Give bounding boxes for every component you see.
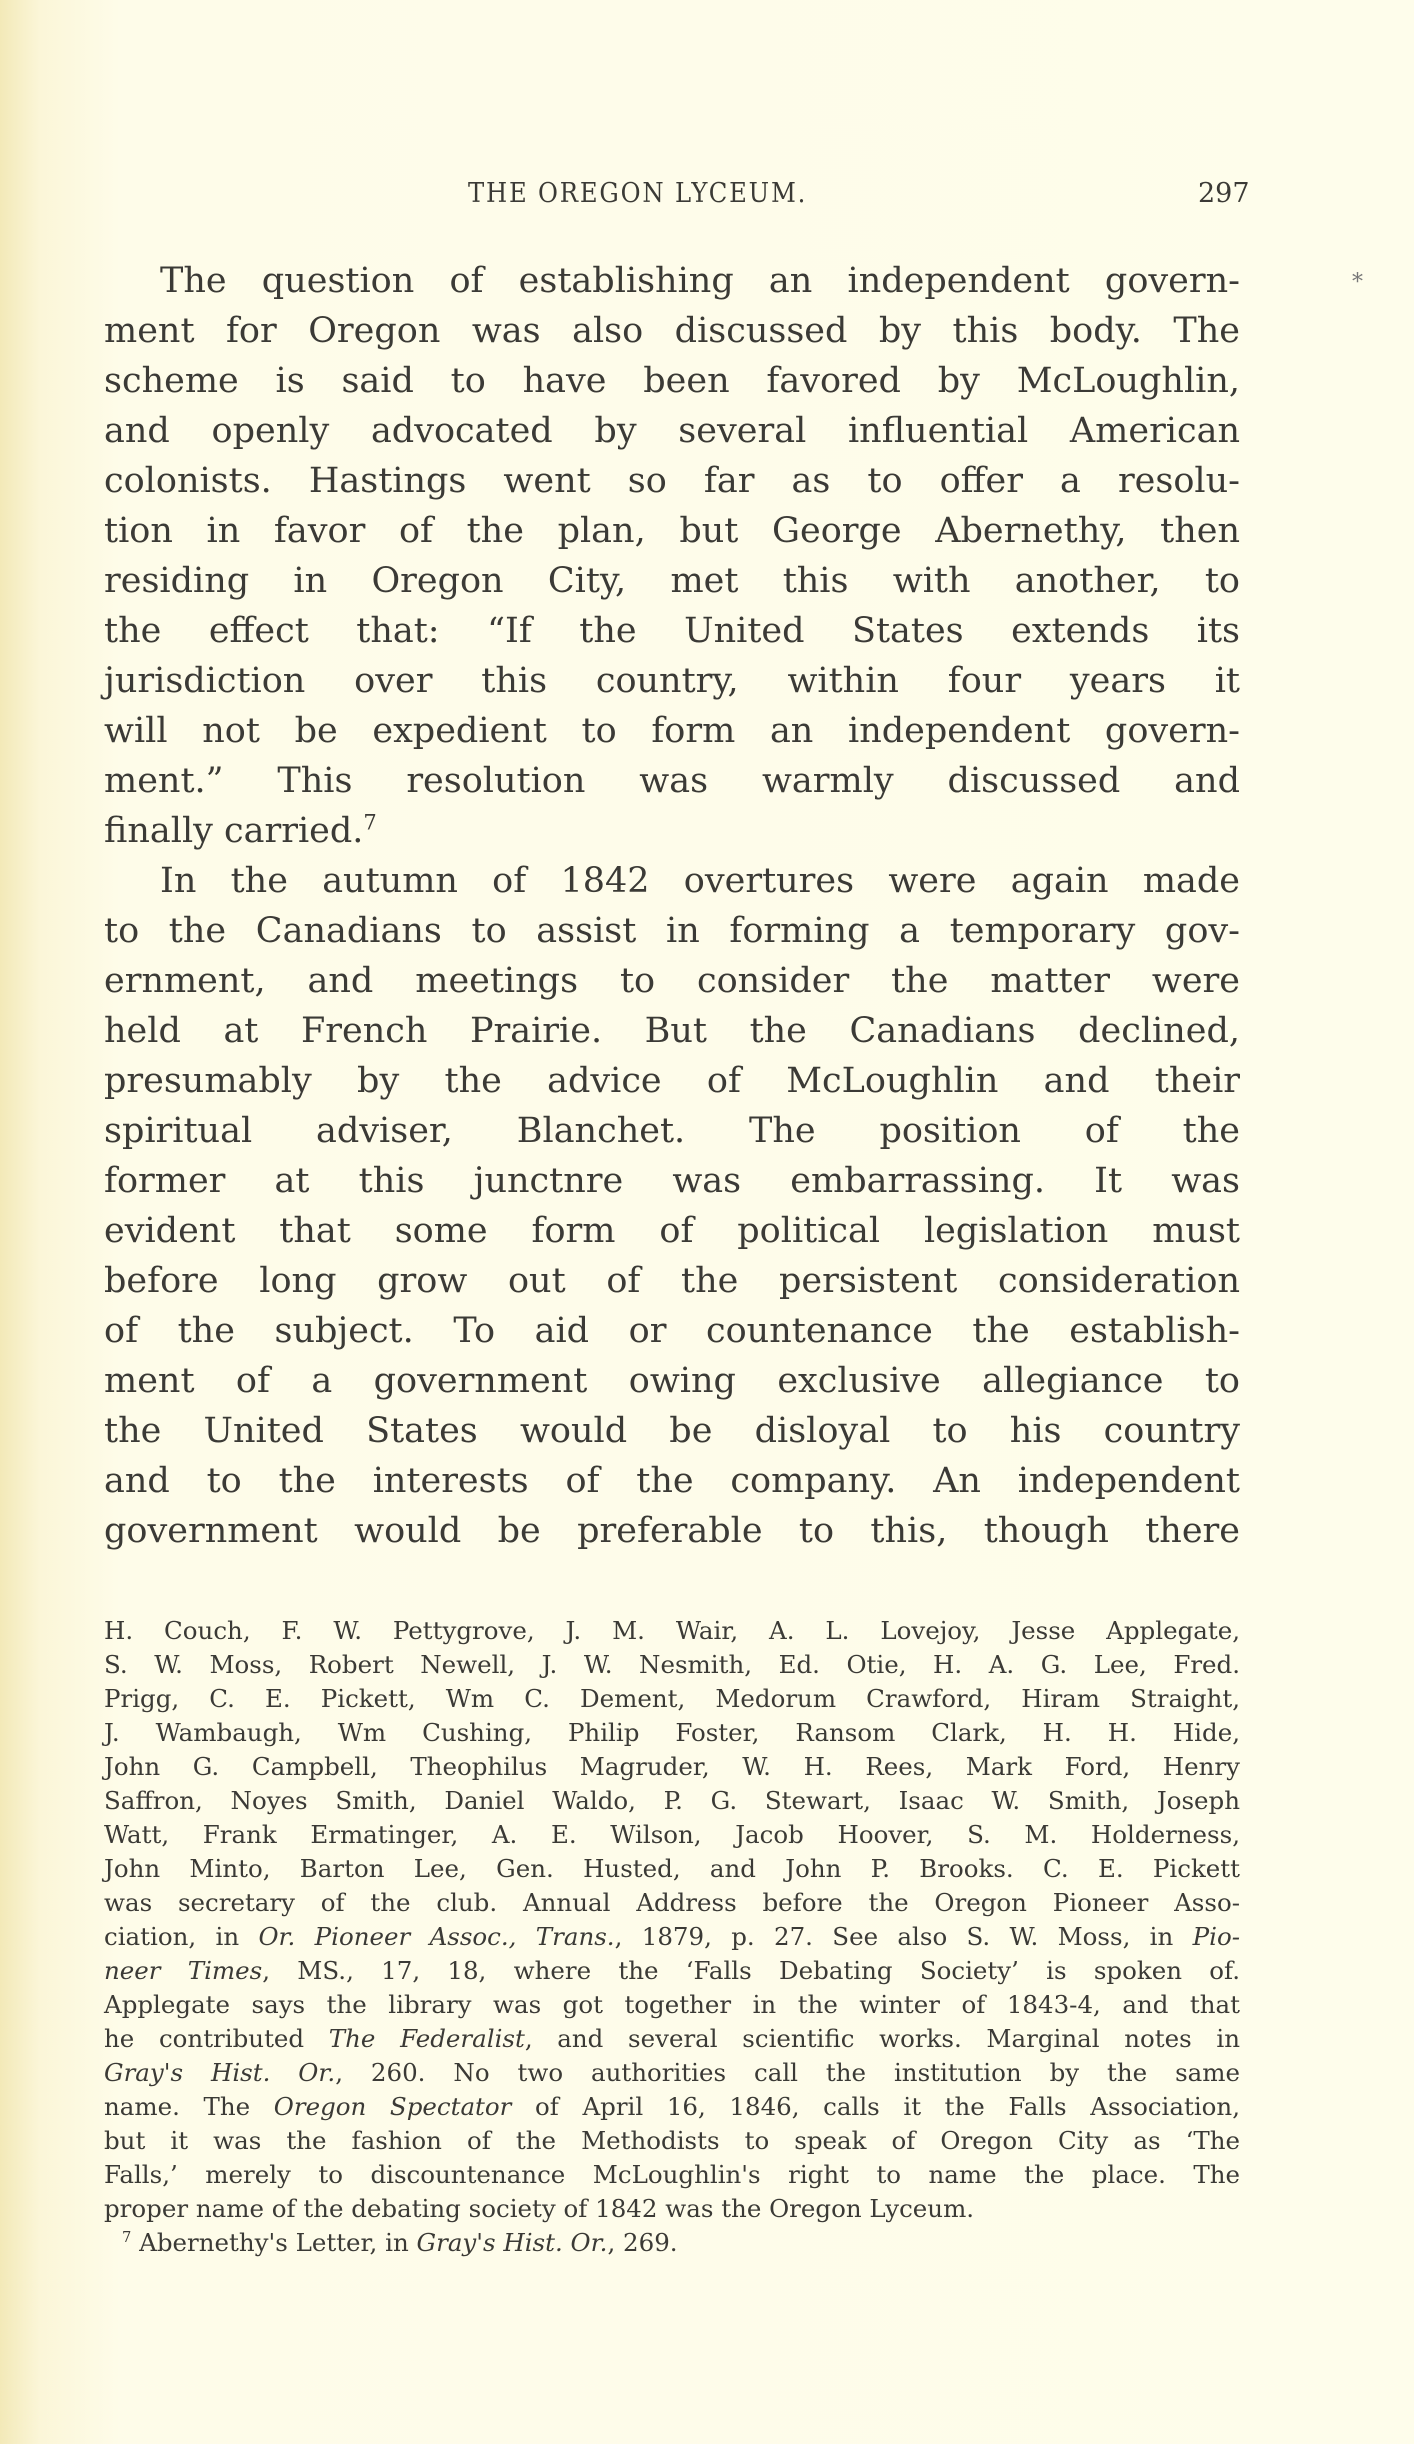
text-segment: and to the interests of the company. An independent [104,1461,1240,1501]
text-segment: government would be preferable to this, though there [104,1511,1240,1551]
text-segment: before long grow out of the persistent consideration [104,1261,1240,1301]
text-segment: Saffron, Noyes Smith, Daniel Waldo, P. G. Stewart, Isaac W. Smith, Joseph [104,1786,1240,1815]
text-segment: jurisdiction over this country, within four years it [104,661,1240,701]
body-line [104,1056,1240,1106]
text-segment: J. Wambaugh, Wm Cushing, Philip Foster, Ransom Clark, H. H. Hide, [104,1718,1240,1747]
italic-text: Gray's Hist. Or. [104,2058,336,2087]
footnote-line [104,1784,1240,1818]
text-segment: and openly advocated by several influential American [104,411,1240,451]
body-line [104,1456,1240,1506]
body-line [104,806,1240,856]
text-segment: Falls,’ merely to discountenance McLoughlin's right to name the place. The [104,2160,1240,2189]
text-segment: of the subject. To aid or countenance the establish- [104,1311,1240,1351]
footnote-line [104,2158,1240,2192]
body-line [104,1106,1240,1156]
footnote-line [104,1682,1240,1716]
footnote-line [104,1920,1240,1954]
footnote-ref: 7 [363,810,377,835]
footnote-line [104,1818,1240,1852]
text-segment: S. W. Moss, Robert Newell, J. W. Nesmith, Ed. Otie, H. A. G. Lee, Fred. [104,1650,1240,1679]
text-segment: he contributed [104,2024,329,2053]
text-segment: tion in favor of the plan, but George Abernethy, then [104,511,1240,551]
text-segment: of April 16, 1846, calls it the Falls Association, [511,2092,1240,2121]
body-line [104,906,1240,956]
footnote-line [104,2022,1240,2056]
text-segment: residing in Oregon City, met this with another, to [104,561,1240,601]
text-segment: ciation, in [104,1922,259,1951]
text-segment: held at French Prairie. But the Canadians declined, [104,1011,1240,1051]
body-line [104,1506,1240,1556]
text-segment: finally carried. [104,811,364,851]
footnote-line [104,1750,1240,1784]
body-line [104,706,1240,756]
text-segment: will not be expedient to form an independent govern- [104,711,1240,751]
body-line [104,956,1240,1006]
text-segment: colonists. Hastings went so far as to offer a resolu- [104,461,1240,501]
text-segment: spiritual adviser, Blanchet. The position of the [104,1111,1240,1151]
text-segment: Watt, Frank Ermatinger, A. E. Wilson, Jacob Hoover, S. M. Holderness, [104,1820,1240,1849]
footnote-line [104,1954,1240,1988]
body-line [104,356,1240,406]
italic-text: Or. Pioneer Assoc., Trans. [258,1922,615,1951]
body-line [104,256,1240,306]
page-number: 297 [1198,178,1250,209]
body-line [104,1306,1240,1356]
body-line [104,306,1240,356]
body-line [104,1206,1240,1256]
text-segment: H. Couch, F. W. Pettygrove, J. M. Wair, A. L. Lovejoy, Jesse Applegate, [104,1616,1240,1645]
text-segment: former at this junctnre was embarrassing. It was [104,1161,1240,1201]
body-line [104,456,1240,506]
text-segment: In the autumn of 1842 overtures were again made [160,861,1240,901]
page-header [0,178,1414,218]
footnote-line [104,1988,1240,2022]
body-line [104,1256,1240,1306]
body-line [104,756,1240,806]
body-line [104,1006,1240,1056]
body-line [104,1356,1240,1406]
footnote-line [104,1852,1240,1886]
text-segment: proper name of the debating society of 1842 was the Oregon Lyceum. [104,2194,975,2223]
footnote-line [104,1648,1240,1682]
text-segment: , 269. [607,2228,678,2257]
footnote-line [104,1716,1240,1750]
footnote-line [104,2192,1240,2226]
body-line [104,1406,1240,1456]
text-segment: but it was the fashion of the Methodists to speak of Oregon City as ‘The [104,2126,1240,2155]
body-line [104,556,1240,606]
text-segment: presumably by the advice of McLoughlin and their [104,1061,1240,1101]
text-segment: evident that some form of political legislation must [104,1211,1240,1251]
text-segment: was secretary of the club. Annual Address before the Oregon Pioneer Asso- [104,1888,1240,1917]
text-segment: , 260. No two authorities call the institution by the same [335,2058,1241,2087]
italic-text: Oregon Spectator [273,2092,512,2121]
text-segment: , 1879, p. 27. See also S. W. Moss, in [614,1922,1193,1951]
italic-text: The Federalist [328,2024,525,2053]
italic-text: neer Times [104,1956,263,1985]
body-line [104,1156,1240,1206]
footnote-line [104,2090,1240,2124]
footnote-line [104,1886,1240,1920]
footnote-ref: 7 [122,2228,132,2246]
text-segment: , MS., 17, 18, where the ‘Falls Debating Society’ is spoken of. [262,1956,1240,1985]
text-segment: , and several scientific works. Marginal notes in [524,2024,1240,2053]
text-segment: name. The [104,2092,274,2121]
text-segment: scheme is said to have been favored by McLoughlin, [104,361,1240,401]
margin-mark-icon: * [1352,270,1363,295]
footnote-line [104,2124,1240,2158]
italic-text: Gray's Hist. Or. [416,2228,608,2257]
text-segment: Prigg, C. E. Pickett, Wm C. Dement, Medorum Crawford, Hiram Straight, [104,1684,1240,1713]
body-line [104,606,1240,656]
text-segment: ment for Oregon was also discussed by this body. The [104,311,1240,351]
footnotes [104,1614,1240,2260]
text-segment: ment.” This resolution was warmly discussed and [104,761,1240,801]
footnote-line [104,2056,1240,2090]
text-segment: the United States would be disloyal to his country [104,1411,1240,1451]
body-text [104,256,1240,1556]
footnote-line [104,2226,1240,2260]
text-segment: Abernethy's Letter, in [131,2228,417,2257]
footnote-line [104,1614,1240,1648]
body-line [104,856,1240,906]
text-segment: Applegate says the library was got together in the winter of 1843-4, and that [104,1990,1240,2019]
text-segment: the effect that: “If the United States extends its [104,611,1240,651]
text-segment: The question of establishing an independent govern- [160,261,1240,301]
text-segment: ernment, and meetings to consider the matter were [104,961,1240,1001]
text-segment: John Minto, Barton Lee, Gen. Husted, and John P. Brooks. C. E. Pickett [104,1854,1240,1883]
running-title: THE OREGON LYCEUM. [468,178,808,209]
body-line [104,656,1240,706]
body-line [104,406,1240,456]
text-segment: John G. Campbell, Theophilus Magruder, W. H. Rees, Mark Ford, Henry [104,1752,1240,1781]
italic-text: Pio- [1192,1922,1240,1951]
text-segment: ment of a government owing exclusive allegiance to [104,1361,1240,1401]
body-line [104,506,1240,556]
text-segment: to the Canadians to assist in forming a temporary gov- [104,911,1240,951]
